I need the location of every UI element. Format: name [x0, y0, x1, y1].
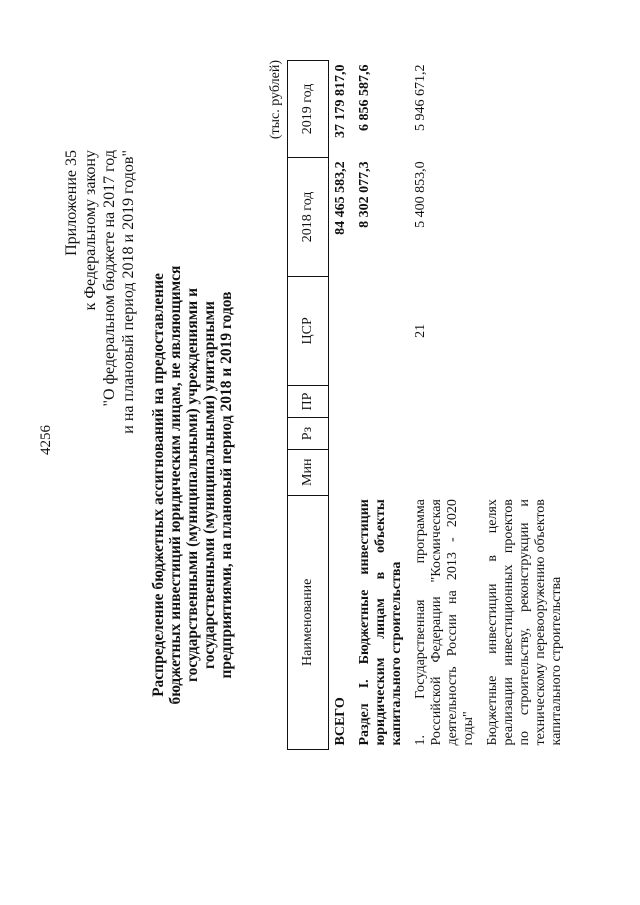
appendix-line: и на плановый период 2018 и 2019 годов"	[120, 150, 137, 434]
row-pr	[329, 385, 354, 417]
title-line: предприятиями, на плановый период 2018 и 2019 годов	[218, 291, 235, 679]
row-2018: 5 400 853,0	[413, 161, 428, 228]
row-name: Бюджетные инвестиции в целях реализации инвестиционных проектов по строительству, реконструкции и техническому перевооружению объектов капитального строительства	[485, 499, 564, 746]
row-min	[409, 449, 481, 495]
row-name: ВСЕГО	[333, 697, 348, 746]
header-min: Мин	[288, 449, 329, 495]
appendix-header	[62, 150, 138, 434]
row-name: 1. Государственная программа Российской Федерации "Космическая деятельность России на 2013 - 2020 годы"	[413, 499, 476, 746]
table-header-row	[288, 61, 329, 750]
title-line: государственными (муниципальными) учреждениями и	[184, 287, 201, 683]
title-line: бюджетных инвестиций юридическим лицам, не являющимся	[167, 265, 184, 705]
row-csr: 21	[413, 323, 428, 338]
budget-table	[287, 60, 569, 750]
row-name: Раздел I. Бюджетные инвестиции юридическим лицам в объекты капитального строительства	[357, 499, 404, 746]
header-pr: ПР	[288, 385, 329, 417]
row-min	[353, 449, 409, 495]
row-rz	[409, 418, 481, 450]
row-rz	[329, 418, 354, 450]
header-2019: 2019 год	[288, 61, 329, 158]
header-rz: Рз	[288, 418, 329, 450]
row-pr	[409, 385, 481, 417]
row-csr	[353, 276, 409, 385]
appendix-line: Приложение 35	[63, 150, 80, 256]
row-2019: 5 946 671,2	[413, 64, 428, 131]
row-pr	[481, 385, 569, 417]
page-number: 4256	[38, 425, 54, 455]
table-row-investment	[481, 61, 569, 750]
appendix-line: к Федеральному закону	[82, 150, 99, 311]
row-pr	[353, 385, 409, 417]
row-2018	[481, 157, 569, 276]
row-2019	[481, 61, 569, 158]
title-line: государственными (муниципальными) унитарными	[201, 301, 218, 669]
units-label: (тыс. рублей)	[268, 60, 283, 140]
header-2018: 2018 год	[288, 157, 329, 276]
row-rz	[481, 418, 569, 450]
row-2019: 37 179 817,0	[333, 64, 348, 138]
row-2018: 84 465 583,2	[333, 161, 348, 235]
row-min	[329, 449, 354, 495]
row-csr	[329, 276, 354, 385]
appendix-line: "О федеральном бюджете на 2017 год	[101, 150, 118, 407]
table-row-section	[353, 61, 409, 750]
table-row-program	[409, 61, 481, 750]
row-rz	[353, 418, 409, 450]
table-row-total	[329, 61, 354, 750]
header-csr: ЦСР	[288, 276, 329, 385]
row-2018: 8 302 077,3	[357, 161, 372, 228]
row-min	[481, 449, 569, 495]
row-2019: 6 856 587,6	[357, 64, 372, 131]
row-csr	[481, 276, 569, 385]
header-name: Наименование	[288, 495, 329, 749]
document-title	[150, 145, 235, 825]
title-line: Распределение бюджетных ассигнований на предоставление	[150, 273, 167, 697]
